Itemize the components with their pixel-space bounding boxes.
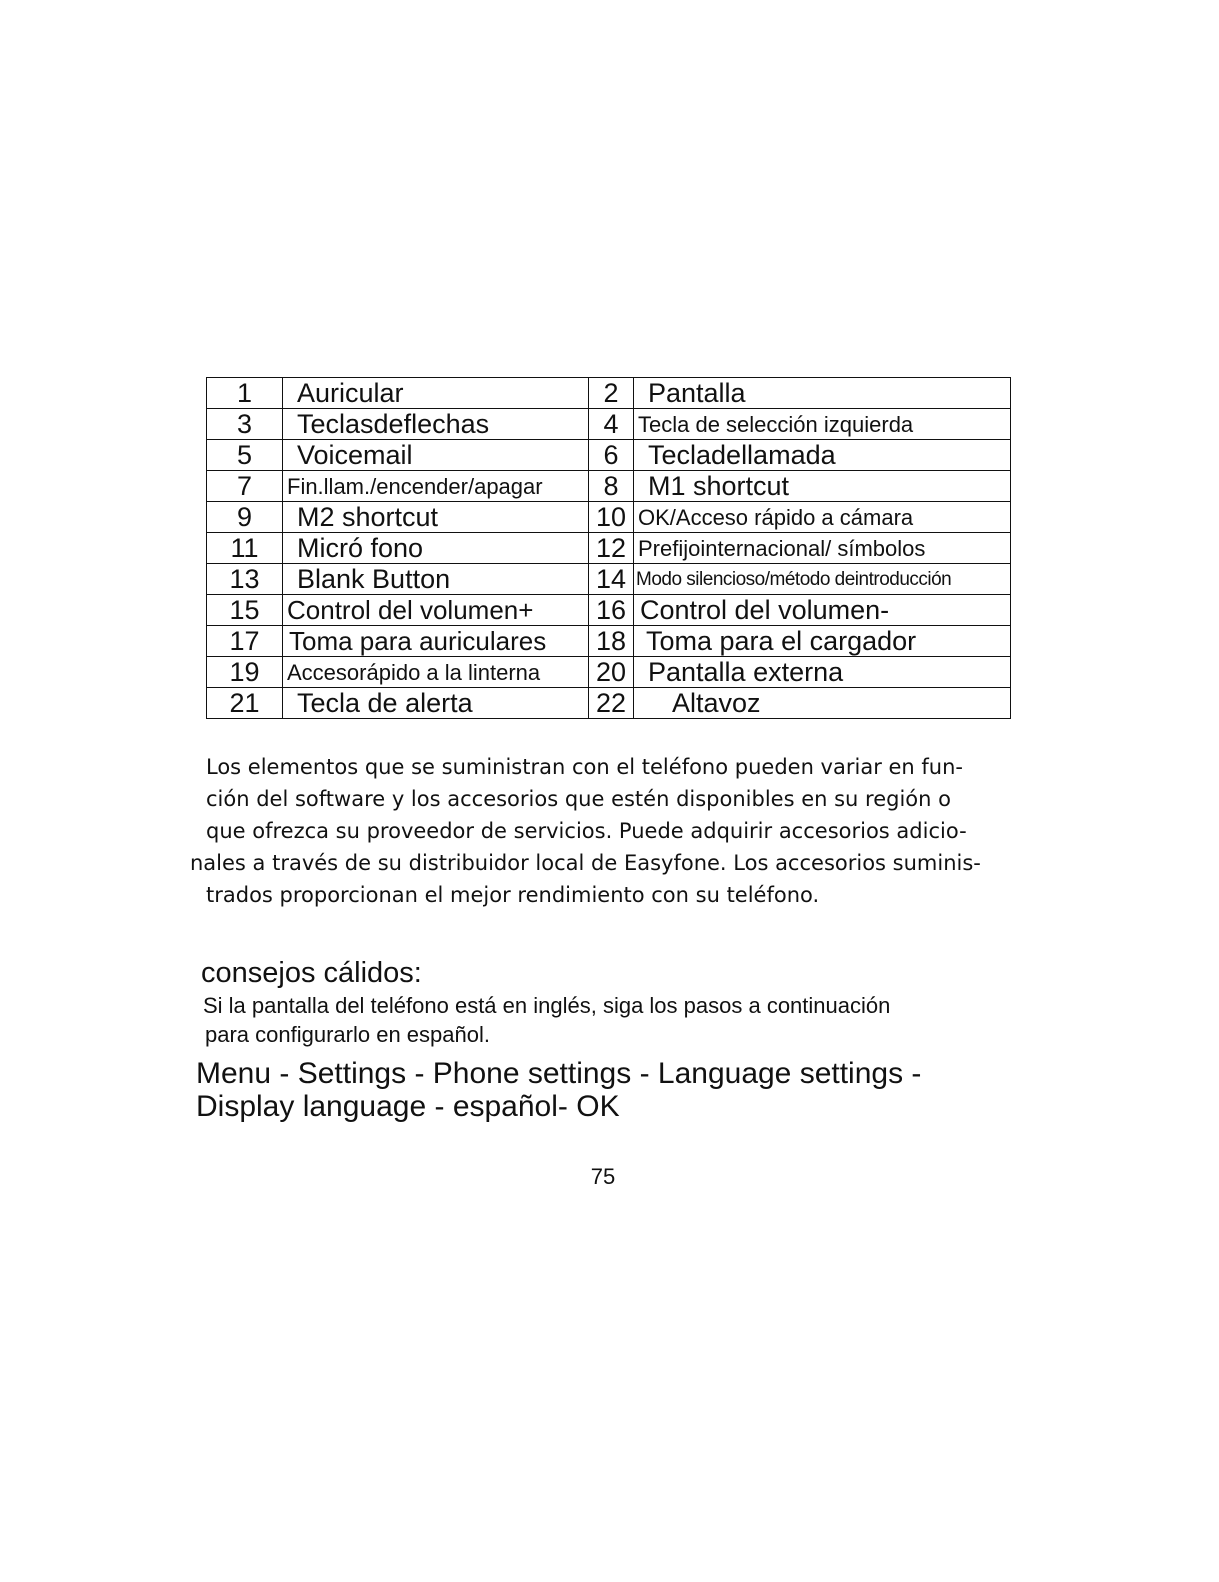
part-label: Altavoz [634, 688, 1011, 719]
table-row [207, 595, 1011, 626]
part-number: 10 [589, 502, 634, 533]
tips-line: Si la pantalla del teléfono está en inglés, siga los pasos a continuación [203, 993, 891, 1018]
part-label: Modo silencioso/método deintroducción [634, 564, 1011, 595]
paragraph-line: ción del software y los accesorios que estén disponibles en su región o [206, 787, 951, 811]
part-number: 2 [589, 378, 634, 409]
part-number: 18 [589, 626, 634, 657]
table-row [207, 471, 1011, 502]
part-label: Toma para el cargador [634, 626, 1011, 657]
part-number: 11 [207, 533, 283, 564]
menu-path [196, 1057, 921, 1123]
part-number: 14 [589, 564, 634, 595]
part-number: 20 [589, 657, 634, 688]
part-number: 12 [589, 533, 634, 564]
part-number: 19 [207, 657, 283, 688]
part-number: 21 [207, 688, 283, 719]
paragraph-line: que ofrezca su proveedor de servicios. Puede adquirir accesorios adicio- [206, 819, 967, 843]
table-row [207, 657, 1011, 688]
part-label: Tecla de alerta [283, 688, 589, 719]
part-number: 1 [207, 378, 283, 409]
table-row [207, 564, 1011, 595]
accessories-paragraph [190, 751, 1030, 911]
part-label: Tecladellamada [634, 440, 1011, 471]
part-number: 5 [207, 440, 283, 471]
part-label: Micró fono [283, 533, 589, 564]
menu-path-line: Menu - Settings - Phone settings - Language settings - [196, 1057, 922, 1090]
paragraph-line: Los elementos que se suministran con el teléfono pueden variar en fun- [206, 755, 963, 779]
part-label: Control del volumen- [634, 595, 1011, 626]
paragraph-line: trados proporcionan el mejor rendimiento con su teléfono. [206, 883, 820, 907]
parts-table [206, 377, 1011, 719]
part-number: 4 [589, 409, 634, 440]
part-number: 13 [207, 564, 283, 595]
part-number: 7 [207, 471, 283, 502]
part-label: M2 shortcut [283, 502, 589, 533]
menu-path-line: Display language - español- OK [196, 1090, 620, 1123]
tips-heading: consejos cálidos: [201, 957, 422, 989]
tips-body [203, 991, 890, 1049]
part-label: OK/Acceso rápido a cámara [634, 502, 1011, 533]
part-label: Tecla de selección izquierda [634, 409, 1011, 440]
part-number: 15 [207, 595, 283, 626]
part-number: 3 [207, 409, 283, 440]
part-number: 6 [589, 440, 634, 471]
part-number: 17 [207, 626, 283, 657]
part-number: 9 [207, 502, 283, 533]
part-number: 16 [589, 595, 634, 626]
table-row [207, 409, 1011, 440]
part-label: Pantalla [634, 378, 1011, 409]
part-number: 8 [589, 471, 634, 502]
table-row [207, 502, 1011, 533]
part-label: Control del volumen+ [283, 595, 589, 626]
part-label: Pantalla externa [634, 657, 1011, 688]
part-label: Toma para auriculares [283, 626, 589, 657]
part-label: Blank Button [283, 564, 589, 595]
table-row [207, 533, 1011, 564]
table-row [207, 688, 1011, 719]
part-label: Fin.llam./encender/apagar [283, 471, 589, 502]
part-label: Prefijointernacional/ símbolos [634, 533, 1011, 564]
table-row [207, 378, 1011, 409]
part-label: Auricular [283, 378, 589, 409]
part-label: M1 shortcut [634, 471, 1011, 502]
table-row [207, 626, 1011, 657]
paragraph-line: nales a través de su distribuidor local de Easyfone. Los accesorios suminis- [190, 851, 981, 875]
tips-line: para configurarlo en español. [205, 1022, 490, 1047]
part-number: 22 [589, 688, 634, 719]
part-label: Voicemail [283, 440, 589, 471]
page-number: 75 [590, 1164, 616, 1189]
table-row [207, 440, 1011, 471]
part-label: Teclasdeflechas [283, 409, 589, 440]
part-label: Accesorápido a la linterna [283, 657, 589, 688]
